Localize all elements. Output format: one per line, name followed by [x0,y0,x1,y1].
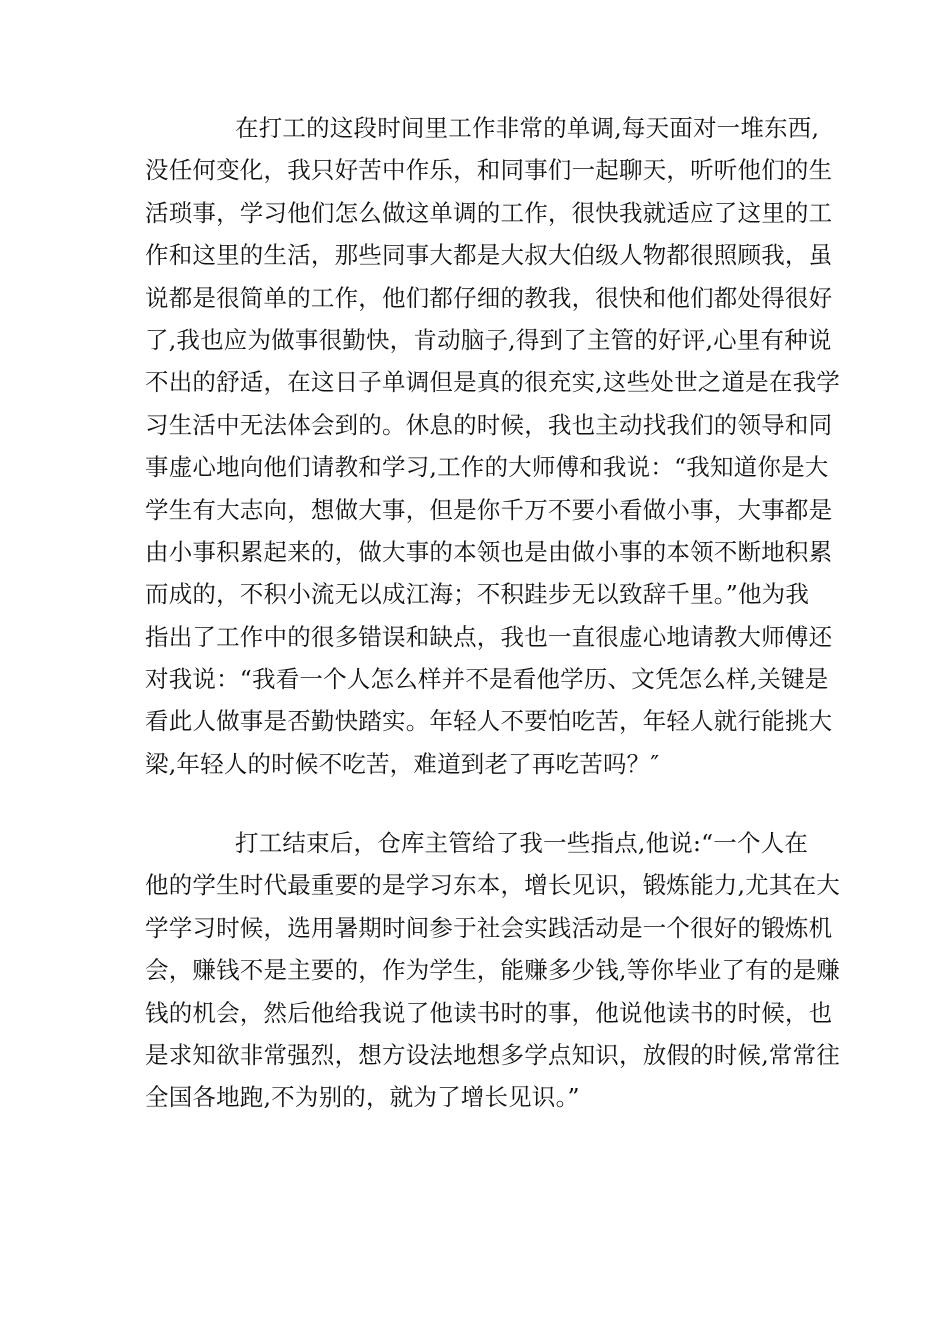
paragraph-line: 学学习时候，选用暑期时间参于社会实践活动是一个很好的锻炼机 [145,913,833,942]
paragraph-line: 梁,年轻人的时候不吃苦，难道到老了再吃苦吗？″ [145,749,660,778]
paragraph-2 [145,822,840,1119]
paragraph-line: 由小事积累起来的，做大事的本领也是由做小事的本领不断地积累 [145,537,833,566]
paragraph-line: 打工结束后，仓库主管给了我一些指点,他说:“一个人在 [235,829,809,857]
paragraph-line: 看此人做事是否勤快踏实。年轻人不要怕吃苦，年轻人就行能挑大 [145,707,833,736]
paragraph-line: 不出的舒适，在这日子单调但是真的很充实,这些处世之道是在我学 [145,368,840,397]
paragraph-line: 指出了工作中的很多错误和缺点，我也一直很虚心地请教大师傅还 [145,622,833,651]
paragraph-line: 而成的，不积小流无以成江海；不积跬步无以致辞千里。”他为我 [145,580,810,609]
paragraph-line: 是求知欲非常强烈，想方设法地想多学点知识，放假的时候,常常往 [145,1040,840,1069]
paragraph-line: 对我说：“我看一个人怎么样并不是看他学历、文凭怎么样,关键是 [145,665,829,694]
paragraph-line: 在打工的这段时间里工作非常的单调,每天面对一堆东西, [235,114,820,142]
paragraph-line: 没任何变化，我只好苦中作乐，和同事们一起聊天，听听他们的生 [145,156,833,185]
paragraph-line: 了,我也应为做事很勤快，肯动脑子,得到了主管的好评,心里有种说 [145,325,832,354]
paragraph-line: 全国各地跑,不为别的，就为了增长见识。” [145,1083,580,1112]
paragraph-line: 钱的机会，然后他给我说了他读书时的事，他说他读书的时候，也 [145,998,833,1027]
paragraph-1 [145,107,840,785]
paragraph-line: 他的学生时代最重要的是学习东本，增长见识，锻炼能力,尤其在大 [145,871,840,900]
paragraph-line: 会，赚钱不是主要的，作为学生，能赚多少钱,等你毕业了有的是赚 [145,956,840,985]
paragraph-line: 说都是很简单的工作，他们都仔细的教我，很快和他们都处得很好 [145,283,833,312]
paragraph-line: 学生有大志向，想做大事，但是你千万不要小看做小事，大事都是 [145,495,833,524]
paragraph-line: 活琐事，学习他们怎么做这单调的工作，很快我就适应了这里的工 [145,198,833,227]
paragraph-line: 事虚心地向他们请教和学习,工作的大师傅和我说：“我知道你是大 [145,453,829,482]
paragraph-line: 作和这里的生活，那些同事大都是大叔大伯级人物都很照顾我，虽 [145,241,833,270]
paragraph-line: 习生活中无法体会到的。休息的时候，我也主动找我们的领导和同 [145,410,833,439]
